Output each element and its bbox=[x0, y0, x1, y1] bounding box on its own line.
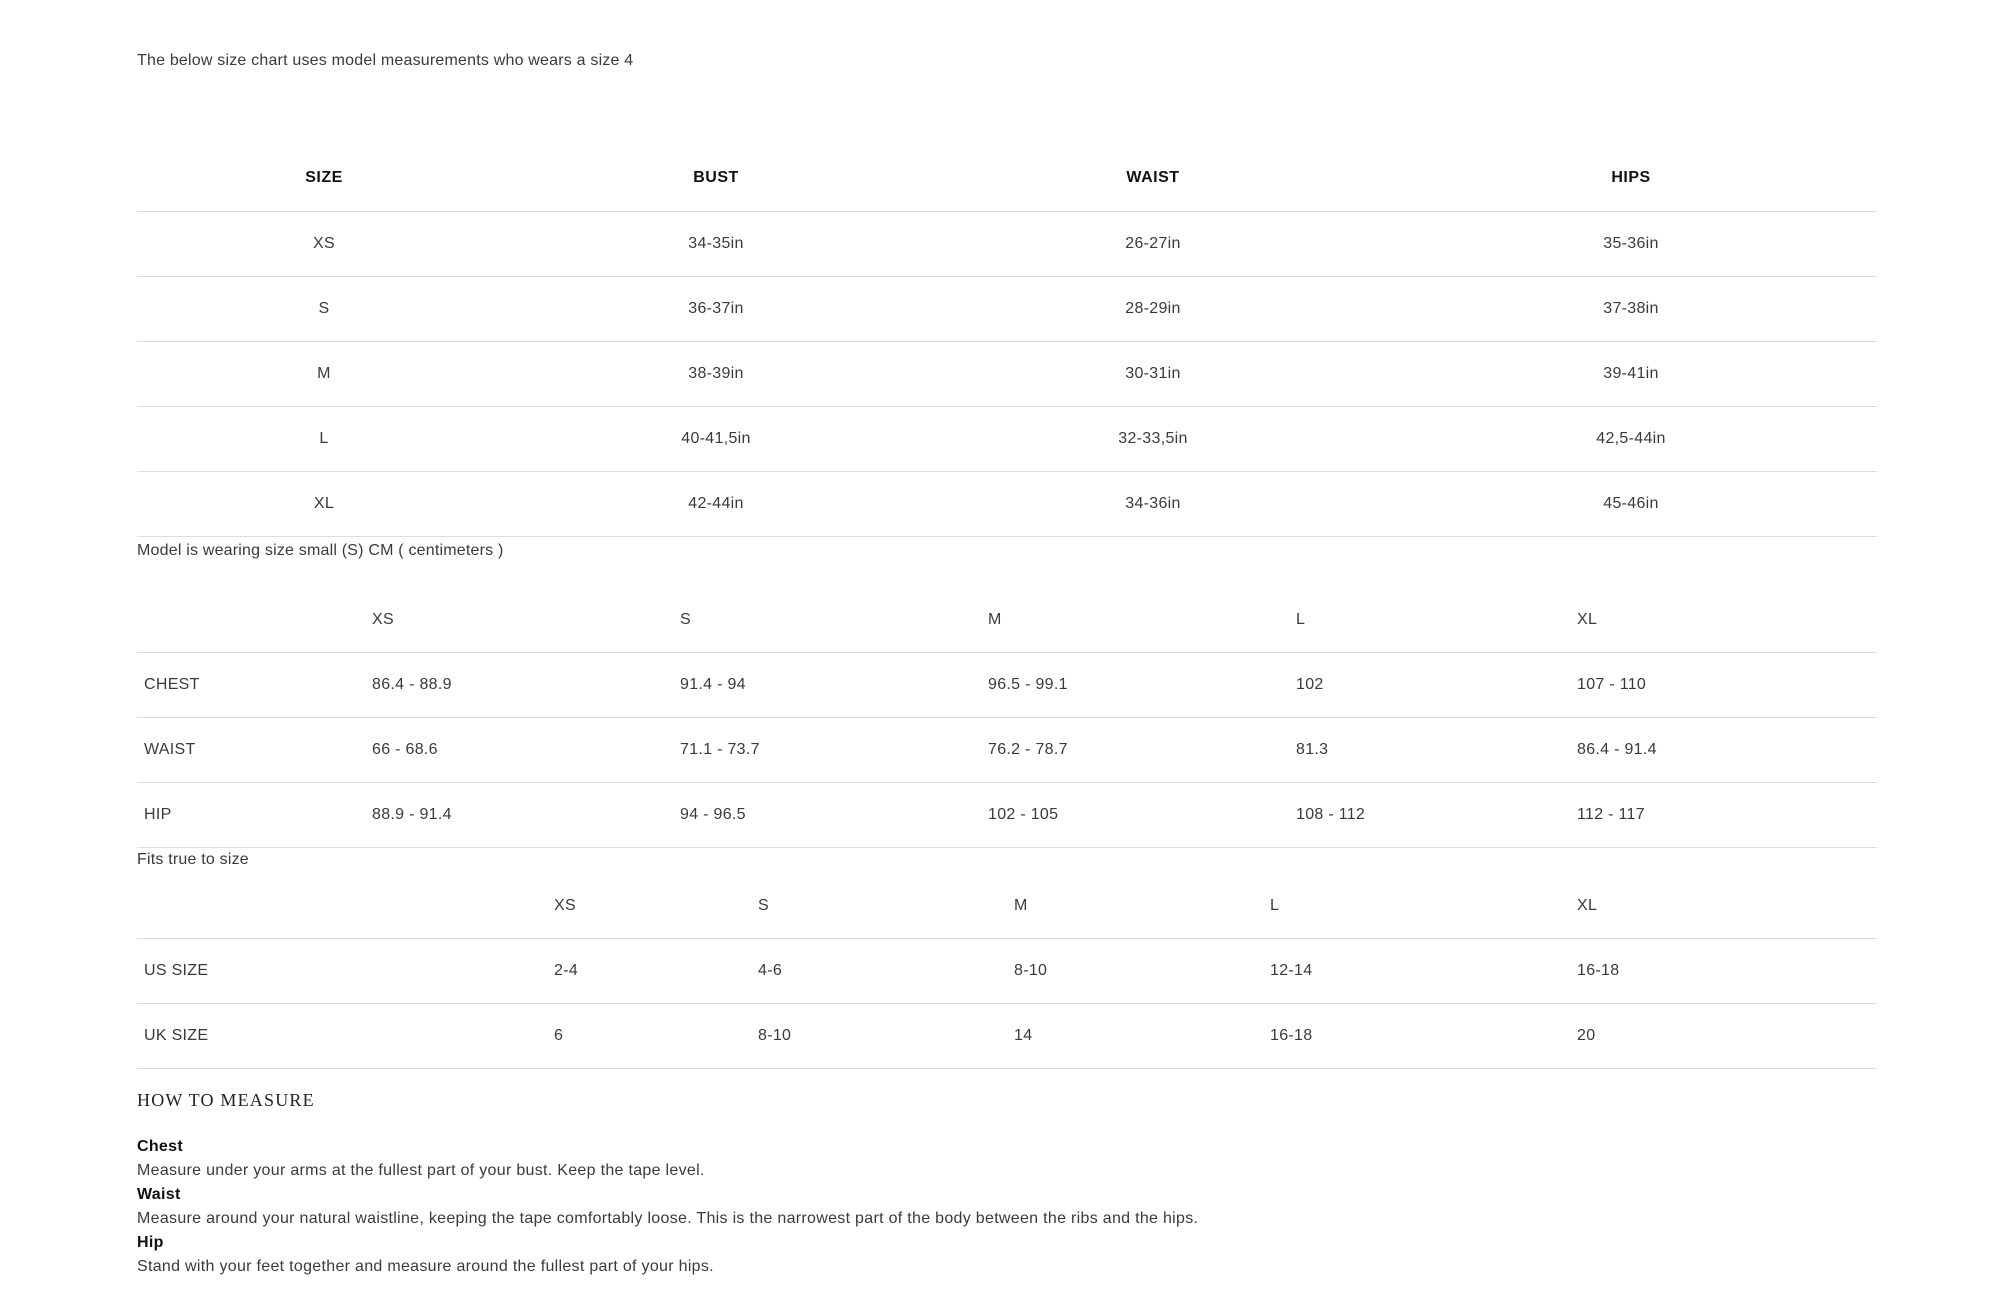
cell-waist: 28-29in bbox=[921, 277, 1385, 342]
table-cell: 71.1 - 73.7 bbox=[680, 718, 988, 783]
table-row bbox=[137, 718, 1877, 783]
table-cell: 107 - 110 bbox=[1577, 653, 1877, 718]
table-cell: 12-14 bbox=[1270, 939, 1577, 1004]
table-cell: 102 - 105 bbox=[988, 783, 1296, 848]
row-label: UK SIZE bbox=[137, 1004, 554, 1069]
header-xl: XL bbox=[1577, 588, 1877, 653]
measure-term-chest: Chest bbox=[137, 1138, 183, 1155]
table-cell: 16-18 bbox=[1577, 939, 1877, 1004]
size-chart-cm-table bbox=[137, 588, 1877, 848]
cell-hips: 42,5-44in bbox=[1385, 407, 1877, 472]
table-cell: 96.5 - 99.1 bbox=[988, 653, 1296, 718]
cell-bust: 40-41,5in bbox=[511, 407, 921, 472]
header-waist: WAIST bbox=[921, 145, 1385, 212]
header-empty bbox=[137, 588, 372, 653]
table-row bbox=[137, 407, 1877, 472]
table-header-row bbox=[137, 145, 1877, 212]
cell-size: S bbox=[137, 277, 511, 342]
table-row bbox=[137, 1004, 1877, 1069]
table-cell: 66 - 68.6 bbox=[372, 718, 680, 783]
table-row bbox=[137, 472, 1877, 537]
table-header-row bbox=[137, 874, 1877, 939]
table-cell: 88.9 - 91.4 bbox=[372, 783, 680, 848]
header-m: M bbox=[1014, 874, 1270, 939]
cell-size: XL bbox=[137, 472, 511, 537]
size-chart-inches-table bbox=[137, 145, 1877, 537]
cm-caption: Model is wearing size small (S) CM ( centimeters ) bbox=[137, 542, 504, 559]
table-cell: 16-18 bbox=[1270, 1004, 1577, 1069]
table-row bbox=[137, 212, 1877, 277]
cell-waist: 26-27in bbox=[921, 212, 1385, 277]
cell-waist: 30-31in bbox=[921, 342, 1385, 407]
measure-term-hip: Hip bbox=[137, 1234, 164, 1251]
table-row bbox=[137, 277, 1877, 342]
table-cell: 102 bbox=[1296, 653, 1577, 718]
row-label: CHEST bbox=[137, 653, 372, 718]
table-cell: 8-10 bbox=[1014, 939, 1270, 1004]
table-cell: 112 - 117 bbox=[1577, 783, 1877, 848]
table-cell: 8-10 bbox=[758, 1004, 1014, 1069]
table-cell: 14 bbox=[1014, 1004, 1270, 1069]
cell-bust: 38-39in bbox=[511, 342, 921, 407]
cell-waist: 32-33,5in bbox=[921, 407, 1385, 472]
intro-text: The below size chart uses model measurements who wears a size 4 bbox=[137, 52, 634, 69]
row-label: HIP bbox=[137, 783, 372, 848]
fit-caption: Fits true to size bbox=[137, 851, 249, 868]
cell-bust: 36-37in bbox=[511, 277, 921, 342]
header-size: SIZE bbox=[137, 145, 511, 212]
table-cell: 20 bbox=[1577, 1004, 1877, 1069]
table-cell: 86.4 - 88.9 bbox=[372, 653, 680, 718]
cell-waist: 34-36in bbox=[921, 472, 1385, 537]
row-label: US SIZE bbox=[137, 939, 554, 1004]
table-header-row bbox=[137, 588, 1877, 653]
cell-hips: 45-46in bbox=[1385, 472, 1877, 537]
table-cell: 6 bbox=[554, 1004, 758, 1069]
cell-size: XS bbox=[137, 212, 511, 277]
table-cell: 86.4 - 91.4 bbox=[1577, 718, 1877, 783]
table-row bbox=[137, 342, 1877, 407]
how-to-measure-title: HOW TO MEASURE bbox=[137, 1090, 315, 1110]
header-bust: BUST bbox=[511, 145, 921, 212]
row-label: WAIST bbox=[137, 718, 372, 783]
table-cell: 91.4 - 94 bbox=[680, 653, 988, 718]
table-cell: 4-6 bbox=[758, 939, 1014, 1004]
table-row bbox=[137, 939, 1877, 1004]
table-cell: 2-4 bbox=[554, 939, 758, 1004]
header-s: S bbox=[758, 874, 1014, 939]
cell-hips: 37-38in bbox=[1385, 277, 1877, 342]
measure-term-waist: Waist bbox=[137, 1186, 181, 1203]
header-xl: XL bbox=[1577, 874, 1877, 939]
cell-bust: 42-44in bbox=[511, 472, 921, 537]
header-s: S bbox=[680, 588, 988, 653]
table-cell: 81.3 bbox=[1296, 718, 1577, 783]
size-conversion-table bbox=[137, 874, 1877, 1069]
header-xs: XS bbox=[372, 588, 680, 653]
table-row bbox=[137, 653, 1877, 718]
header-hips: HIPS bbox=[1385, 145, 1877, 212]
table-cell: 76.2 - 78.7 bbox=[988, 718, 1296, 783]
cell-size: M bbox=[137, 342, 511, 407]
header-l: L bbox=[1270, 874, 1577, 939]
cell-size: L bbox=[137, 407, 511, 472]
measure-desc-hip: Stand with your feet together and measure around the fullest part of your hips. bbox=[137, 1258, 714, 1275]
header-l: L bbox=[1296, 588, 1577, 653]
table-cell: 94 - 96.5 bbox=[680, 783, 988, 848]
header-empty bbox=[137, 874, 554, 939]
cell-hips: 39-41in bbox=[1385, 342, 1877, 407]
table-row bbox=[137, 783, 1877, 848]
how-to-measure-section bbox=[137, 1090, 1877, 1279]
header-xs: XS bbox=[554, 874, 758, 939]
header-m: M bbox=[988, 588, 1296, 653]
measure-desc-chest: Measure under your arms at the fullest part of your bust. Keep the tape level. bbox=[137, 1162, 705, 1179]
table-cell: 108 - 112 bbox=[1296, 783, 1577, 848]
cell-bust: 34-35in bbox=[511, 212, 921, 277]
measure-desc-waist: Measure around your natural waistline, keeping the tape comfortably loose. This is the narrowest part of the body between the ribs and the hips. bbox=[137, 1210, 1199, 1227]
cell-hips: 35-36in bbox=[1385, 212, 1877, 277]
